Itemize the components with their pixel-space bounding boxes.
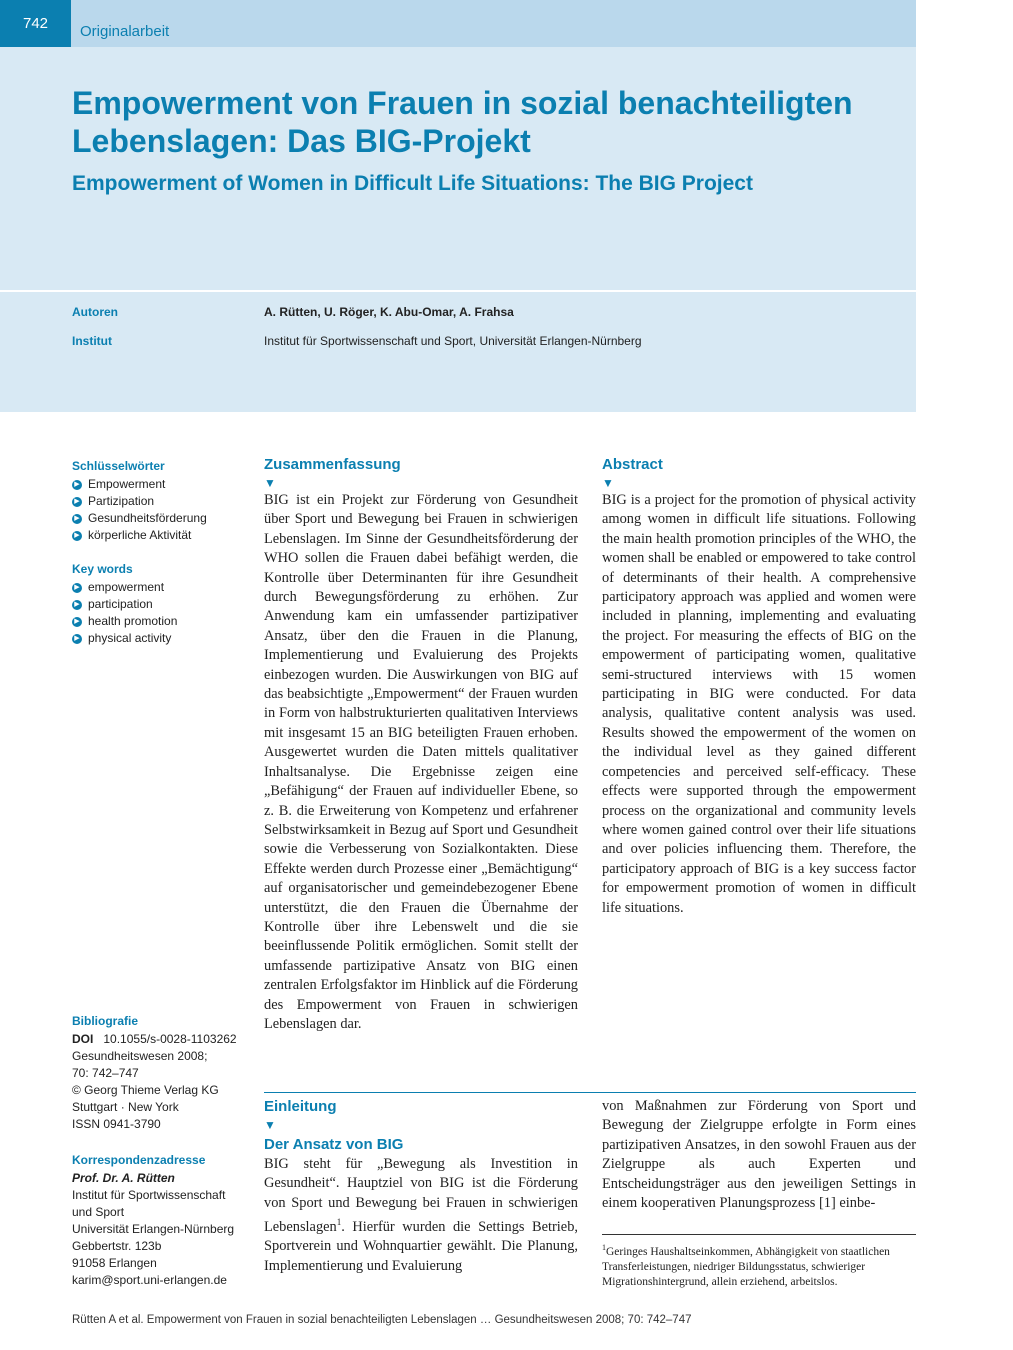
keyword-item: ▶ körperliche Aktivität	[72, 527, 252, 544]
bib-line: Gesundheitswesen 2008;	[72, 1049, 208, 1063]
footnote-mark: 1	[602, 1243, 606, 1252]
section-marker-icon: ▼	[602, 476, 614, 490]
doi-line	[72, 1031, 257, 1048]
keyword-item: ▶ participation	[72, 596, 252, 613]
keyword-item: ▶ Partizipation	[72, 493, 252, 510]
abstract-en-heading: Abstract	[602, 456, 663, 473]
address-line: 91058 Erlangen	[72, 1256, 157, 1270]
address-line: Universität Erlangen-Nürnberg	[72, 1222, 235, 1236]
correspondence-block	[72, 1153, 257, 1289]
title-german: Empowerment von Frauen in sozial benachteiligten Lebenslagen: Das BIG-Projekt	[72, 85, 853, 159]
abstract-de-heading: Zusammenfassung	[264, 456, 401, 473]
bib-line: ISSN 0941-3790	[72, 1117, 161, 1131]
intro-text-left: BIG steht für „Bewegung als Investition in Gesundheit“. Hauptziel von BIG ist die Förderung von Sport und Bewegung bei Frauen in schwierigen Lebenslagen$^1$. Hierfür wurden die Settings Betrieb, Sportverein und Wohnquartier gewählt. Die Planung, Implementierung und Evaluierung	[264, 1156, 578, 1274]
introduction-right	[602, 1097, 916, 1213]
correspondence-name: Prof. Dr. A. Rütten	[72, 1171, 175, 1185]
header-divider	[0, 290, 916, 292]
address-line: und Sport	[72, 1205, 125, 1219]
keywords-de-list	[72, 476, 252, 544]
bullet-arrow-icon: ▶	[72, 617, 82, 627]
introduction-left	[264, 1097, 578, 1276]
keywords-en-label: Key words	[72, 562, 133, 576]
keyword-item: ▶ Empowerment	[72, 476, 252, 493]
intro-text-right: von Maßnahmen zur Förderung von Sport und Bewegung der Zielgruppe erfolgte in Form eines partizipativen Ansatzes, in den sowohl Frauen aus der Zielgruppe als auch Experten und Entscheidungsträger aus den jeweiligen Settings in einem kooperativen Planungsprozess [1] einbe-	[602, 1098, 916, 1212]
bullet-arrow-icon: ▶	[72, 497, 82, 507]
section-marker-icon: ▼	[264, 1118, 276, 1132]
title-english: Empowerment of Women in Difficult Life Situations: The BIG Project	[72, 172, 753, 195]
bib-line: © Georg Thieme Verlag KG	[72, 1083, 219, 1097]
footnote	[602, 1240, 916, 1290]
section-marker-icon: ▼	[264, 476, 276, 490]
footnote-divider	[602, 1234, 916, 1235]
doi-label: DOI	[72, 1032, 94, 1046]
bullet-arrow-icon: ▶	[72, 600, 82, 610]
abstract-de-text: BIG ist ein Projekt zur Förderung von Gesundheit über Sport und Bewegung bei Frauen in schwierigen Lebenslagen. Im Sinne der Gesundheitsförderung der WHO sollen die Frauen dabei befähigt werden, die Kontrolle über Determinanten für ihre Gesundheit durch Bewegungsförderung zu erhöhen. Zur Anwendung kam ein umfassender partizipativer Ansatz, über den die Frauen in die Planung, Implementierung und Evaluierung des Projekts einbezogen wurden. Die Auswirkungen von BIG auf das beabsichtigte „Empowerment“ der Frauen wurden in Form von halbstrukturierten qualitativen Interviews mit insgesamt 15 an BIG beteiligten Frauen erhoben. Ausgewertet wurden die Daten mittels qualitativer Inhaltsanalyse. Die Ergebnisse zeigen eine „Befähigung“ der Frauen auf individueller Ebene, so z. B. die Erweiterung von Kompetenz und erfahrener Selbstwirksamkeit in Bezug auf Sport und Gesundheit sowie die Verbesserung von Sozialkontakten. Diese Effekte werden durch Prozesse einer „Bemächtigung“ auf organisatorischer und gemeindebezogener Ebene unterstützt, die den Frauen die Übernahme der Kontrolle über ihre Lebenswelt und die sie beeinflussende Politik ermöglichen. Somit stellt der umfassende partizipative Ansatz von BIG einen zentralen Erfolgsfaktor im Hinblick auf die Förderung des Empowerment von Frauen in schwierigen Lebenslagen dar.	[264, 492, 578, 1032]
section-label: Originalarbeit	[80, 23, 170, 40]
intro-heading: Einleitung	[264, 1098, 337, 1115]
correspondence-label: Korrespondenzadresse	[72, 1153, 206, 1167]
page-number: 742	[0, 0, 71, 47]
institute-label: Institut	[72, 334, 112, 348]
authors-label: Autoren	[72, 305, 118, 319]
page-footer-citation: Rütten A et al. Empowerment von Frauen in sozial benachteiligten Lebenslagen … Gesundheitswesen 2008; 70: 742–747	[72, 1314, 692, 1326]
institute: Institut für Sportwissenschaft und Sport, Universität Erlangen-Nürnberg	[264, 334, 642, 348]
section-rule	[264, 1092, 916, 1093]
bullet-arrow-icon: ▶	[72, 583, 82, 593]
footnote-ref[interactable]: 1	[336, 1217, 342, 1228]
keyword-item: ▶ health promotion	[72, 613, 252, 630]
keywords-block	[72, 459, 252, 647]
authors: A. Rütten, U. Röger, K. Abu-Omar, A. Frahsa	[264, 305, 514, 319]
abstract-en-text: BIG is a project for the promotion of physical activity among women in difficult life situations. Following the main health promotion principles of the WHO, the women shall be enabled or empowered to take control of determinants of their health. A comprehensive participatory approach was applied and women were included in planning, implementing and evaluating the project. For measuring the effects of BIG on the empowerment of participating women, qualitative semi-structured interviews with 15 women participating in BIG were conducted. For data analysis, qualitative content analysis was used. Results showed the empowerment of the women on the individual level as they gained different competencies and perceived self-efficacy. These effects were supported through the empowerment process on the organizational and community levels where women gained control over their life situations and over policies influencing them. Therefore, the participatory approach of BIG is a key success factor for empowerment promotion of women in difficult life situations.	[602, 492, 916, 916]
bullet-arrow-icon: ▶	[72, 634, 82, 644]
intro-subheading: Der Ansatz von BIG	[264, 1136, 404, 1153]
keywords-en-list	[72, 579, 252, 647]
keyword-item: ▶ empowerment	[72, 579, 252, 596]
bullet-arrow-icon: ▶	[72, 514, 82, 524]
keywords-de-label: Schlüsselwörter	[72, 459, 165, 473]
abstract-german	[264, 455, 578, 1034]
keyword-item: ▶ Gesundheitsförderung	[72, 510, 252, 527]
bib-line: 70: 742–747	[72, 1066, 139, 1080]
bullet-arrow-icon: ▶	[72, 531, 82, 541]
doi-value[interactable]: 10.1055/s-0028-1103262	[103, 1032, 237, 1046]
email-link[interactable]: karim@sport.uni-erlangen.de	[72, 1273, 227, 1287]
bullet-arrow-icon: ▶	[72, 480, 82, 490]
address-line: Gebbertstr. 123b	[72, 1239, 162, 1253]
footnote-text: $^1$Geringes Haushaltseinkommen, Abhängigkeit von staatlichen Transferleistungen, niedriger Bildungsstatus, schwieriger Migrationshintergrund, allein erziehend, arbeitslos.	[602, 1243, 890, 1288]
bibliography-label: Bibliografie	[72, 1014, 139, 1028]
bib-line: Stuttgart · New York	[72, 1100, 179, 1114]
address-line: Institut für Sportwissenschaft	[72, 1188, 226, 1202]
abstract-english	[602, 455, 916, 918]
bibliography-block	[72, 1014, 257, 1133]
keyword-item: ▶ physical activity	[72, 630, 252, 647]
